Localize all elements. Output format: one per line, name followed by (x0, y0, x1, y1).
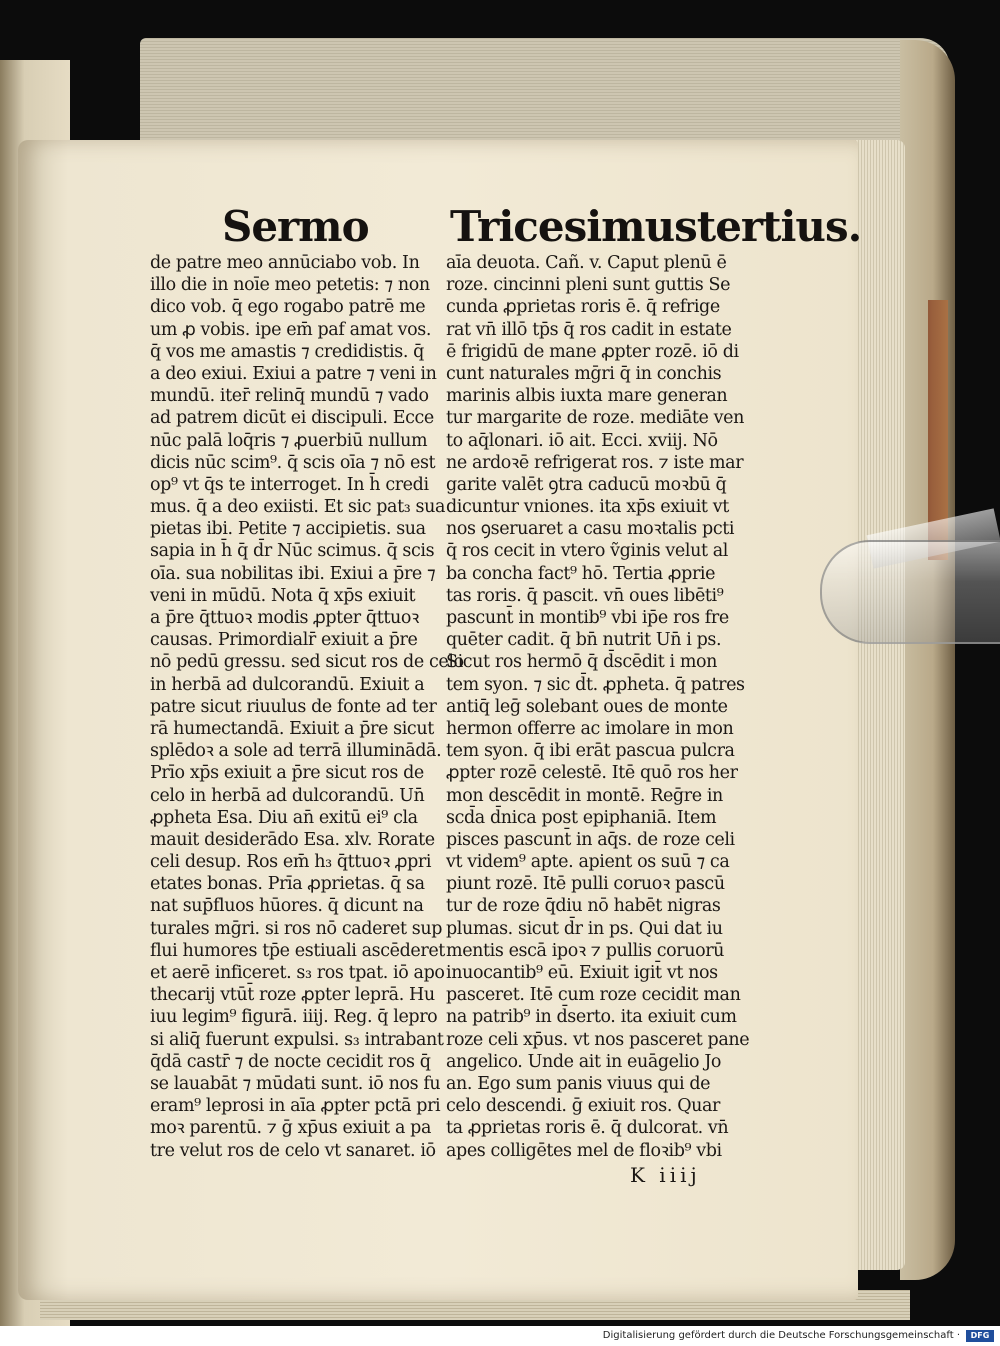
text-line: thecarij vtūt̄ roze ꝓpter leprā. Hu (150, 985, 435, 1006)
text-line: dicuntur vniones. ita xp̄s exiuit vt (446, 497, 729, 518)
text-line: angelico. Unde ait in euāgelio Jo (446, 1051, 722, 1072)
text-line: garite valēt ꝯtra caducū moꝛbū q̄ (446, 474, 727, 495)
text-column-right (446, 252, 750, 1162)
text-line: etates bonas. Prīa ꝓprietas. q̄ sa (150, 874, 425, 895)
text-line: pietas ibi. Petite ⁊ accipietis. sua (150, 519, 426, 540)
text-line: rā humectandā. Exiuit a p̄re sicut (150, 718, 434, 739)
text-line: to aq̄lonari. iō ait. Ecci. xviij. Nō (446, 430, 718, 451)
text-line: ꝓpheta Esa. Diu an̄ exitū ei⁹ cla (150, 807, 418, 828)
text-line: turales mḡri. si ros nō caderet sup (150, 918, 443, 939)
text-line: nat sup̄fluos hūores. q̄ dicunt na (150, 896, 424, 917)
text-line: nūc palā loq̄ris ⁊ ꝓuerbiū nullum (150, 430, 428, 451)
running-head-right: Tricesimustertius. (450, 202, 862, 251)
text-line: tem syon. q̄ ibi erāt pascua pulcra (446, 741, 735, 762)
text-line: pasceret. Itē cum roze cecidit man (446, 985, 741, 1006)
text-line: causas. Primordialr̄ exiuit a p̄re (150, 630, 418, 651)
text-line: hermon offerre ac imolare in mon (446, 718, 734, 739)
funding-credit: Digitalisierung gefördert durch die Deutsche Forschungsgemeinschaft · (602, 1330, 960, 1341)
text-line: rat vn̄ illō tp̄s q̄ ros cadit in estate (446, 319, 732, 340)
text-line: ta ꝓprietas roris ē. q̄ dulcorat. vn̄ (446, 1118, 729, 1139)
text-line: oīa. sua nobilitas ibi. Exiui a p̄re ⁊ (150, 563, 436, 584)
dfg-logo: DFG (966, 1330, 994, 1342)
text-line: dicis nūc scim⁹. q̄ scis oīa ⁊ nō est (150, 452, 436, 473)
text-line: se lauabāt ⁊ mūdati sunt. iō nos fu (150, 1073, 441, 1094)
text-line: mauit desiderādo Esa. xlv. Rorate (150, 829, 435, 850)
text-line: mentis escā ipoꝛ ⁊ pullis coruorū (446, 940, 725, 961)
text-line: celi desup. Ros em̄ h₃ q̄ttuoꝛ ꝓpri (150, 852, 432, 873)
text-line: vt videm⁹ apte. apient os suū ⁊ ca (446, 852, 730, 873)
text-line: ne ardoꝛē refrigerat ros. ⁊ iste mar (446, 452, 744, 473)
text-line: na patrib⁹ in d̄serto. ita exiuit cum (446, 1007, 737, 1028)
text-line: ꝓpter rozē celestē. Itē quō ros her (446, 763, 738, 784)
text-line: illo die in noīe meo petetis: ⁊ non (150, 275, 430, 296)
text-line: quēter cadit. q̄ bn̄ nutrit Un̄ i ps. (446, 630, 722, 651)
page-weight (820, 540, 1000, 644)
book-cover-edge (900, 40, 955, 1280)
text-line: apes colligētes mel de floꝛib⁹ vbi (446, 1140, 722, 1161)
text-line: aīa deuota. Cañ. v. Caput plenū ē (446, 253, 727, 273)
page-fore-edge (850, 140, 905, 1270)
text-line: tas roris. q̄ pascit. vn̄ oues libēti⁹ (446, 585, 724, 606)
text-line: sapia in h̄ q̄ d̄r Nūc scimus. q̄ scis (150, 541, 435, 562)
text-line: mundū. iter̄ relinq̄ mundū ⁊ vado (150, 386, 429, 407)
text-line: marinis albis iuxta mare generan (446, 386, 728, 407)
text-line: piunt rozē. Itē pulli coruoꝛ pascū (446, 874, 725, 895)
text-line: in herbā ad dulcorandū. Exiuit a (150, 674, 425, 695)
text-line: nō pedū gressu. sed sicut ros de celo (150, 652, 464, 673)
text-line: a deo exiui. Exiui a patre ⁊ veni in (150, 363, 437, 384)
text-line: patre sicut riuulus de fonte ad ter (150, 696, 437, 717)
text-line: flui humores tp̄e estiuali ascēderet (150, 940, 445, 961)
text-line: nos ꝯseruaret a casu moꝛtalis pcti (446, 519, 735, 540)
text-line: tem syon. ⁊ sic d̄t. ꝓpheta. q̄ patres (446, 674, 745, 695)
text-line: pisces pascunt̄ in aq̄s. de roze celi (446, 829, 735, 850)
text-line: a p̄re q̄ttuoꝛ modis ꝓpter q̄ttuoꝛ (150, 608, 419, 628)
text-line: iuu legim⁹ figurā. iiij. Reg. q̄ lepro (150, 1007, 438, 1028)
text-line: plumas. sicut d̄r in ps. Qui dat iu (446, 918, 723, 939)
text-line: antiq̄ leḡ solebant oues de monte (446, 696, 728, 717)
text-line: ad patrem dicūt ei discipuli. Ecce (150, 408, 434, 429)
text-line: op⁹ vt q̄s te interroget. In h̄ credi (150, 474, 429, 495)
text-line: celo descendi. ḡ exiuit ros. Quar (446, 1096, 721, 1117)
text-line: Prīo xp̄s exiuit a p̄re sicut ros de (150, 763, 424, 784)
text-line: dico vob. q̄ ego rogabo patrē me (150, 297, 426, 318)
text-line: q̄dā castr̄ ⁊ de nocte cecidit ros q̄ (150, 1051, 431, 1072)
text-line: um ꝓ vobis. ipe em̄ paf amat vos. (150, 319, 432, 340)
text-line: cunda ꝓprietas roris ē. q̄ refrige (446, 297, 720, 318)
text-line: q̄ ros cecit in vtero ṽginis velut al (446, 541, 728, 562)
text-line: tur margarite de roze. mediāte ven (446, 408, 744, 429)
text-line: et aerē inficeret. s₃ ros tpat. iō apo (150, 963, 445, 983)
text-line: roze celi xp̄us. vt nos pasceret pane (446, 1029, 750, 1050)
text-line: splēdoꝛ a sole ad terrā illuminādā. (150, 741, 442, 762)
text-line: eram⁹ leprosi in aīa ꝓpter pctā pri (150, 1096, 441, 1117)
text-line: inuocantib⁹ eū. Exiuit igit̄ vt nos (446, 963, 718, 983)
text-line: moꝛ parentū. ⁊ ḡ xp̄us exiuit a pa (150, 1118, 431, 1139)
text-line: si aliq̄ fuerunt expulsi. s₃ intrabant (150, 1029, 444, 1050)
text-line: ba concha fact⁹ hō. Tertia ꝓprie (446, 563, 716, 584)
running-head-left: Sermo (222, 202, 369, 251)
text-line: ē frigidū de mane ꝓpter rozē. iō di (446, 341, 739, 362)
text-line: mon descēdit in montē. Reḡre in (446, 785, 723, 806)
text-line: mus. q̄ a deo exiisti. Et sic pat₃ sua (150, 497, 445, 518)
footer-bar (0, 1326, 1000, 1346)
text-line: scd̄a d̄nica post epiphaniā. Item (446, 807, 717, 828)
text-line: an. Ego sum panis viuus qui de (446, 1073, 711, 1094)
signature-mark: K iiij (630, 1163, 701, 1187)
text-line: tre velut ros de celo vt sanaret. iō (150, 1140, 436, 1161)
text-line: Sicut ros hermō q̄ d̄scēdit i mon (446, 652, 718, 673)
text-line: roze. cincinni pleni sunt guttis Se (446, 275, 731, 296)
text-line: pascunt̄ in montib⁹ vbi ip̄e ros fre (446, 608, 729, 628)
text-column-left (150, 252, 464, 1162)
text-line: veni in mūdū. Nota q̄ xp̄s exiuit (150, 585, 416, 606)
text-line: q̄ vos me amastis ⁊ credidistis. q̄ (150, 341, 424, 362)
text-line: de patre meo annūciabo vob. In (150, 253, 420, 273)
text-line: cunt naturales mḡri q̄ in conchis (446, 363, 722, 384)
text-line: tur de roze q̄diu nō habēt nigras (446, 896, 721, 917)
text-line: celo in herbā ad dulcorandū. Un̄ (150, 785, 425, 806)
